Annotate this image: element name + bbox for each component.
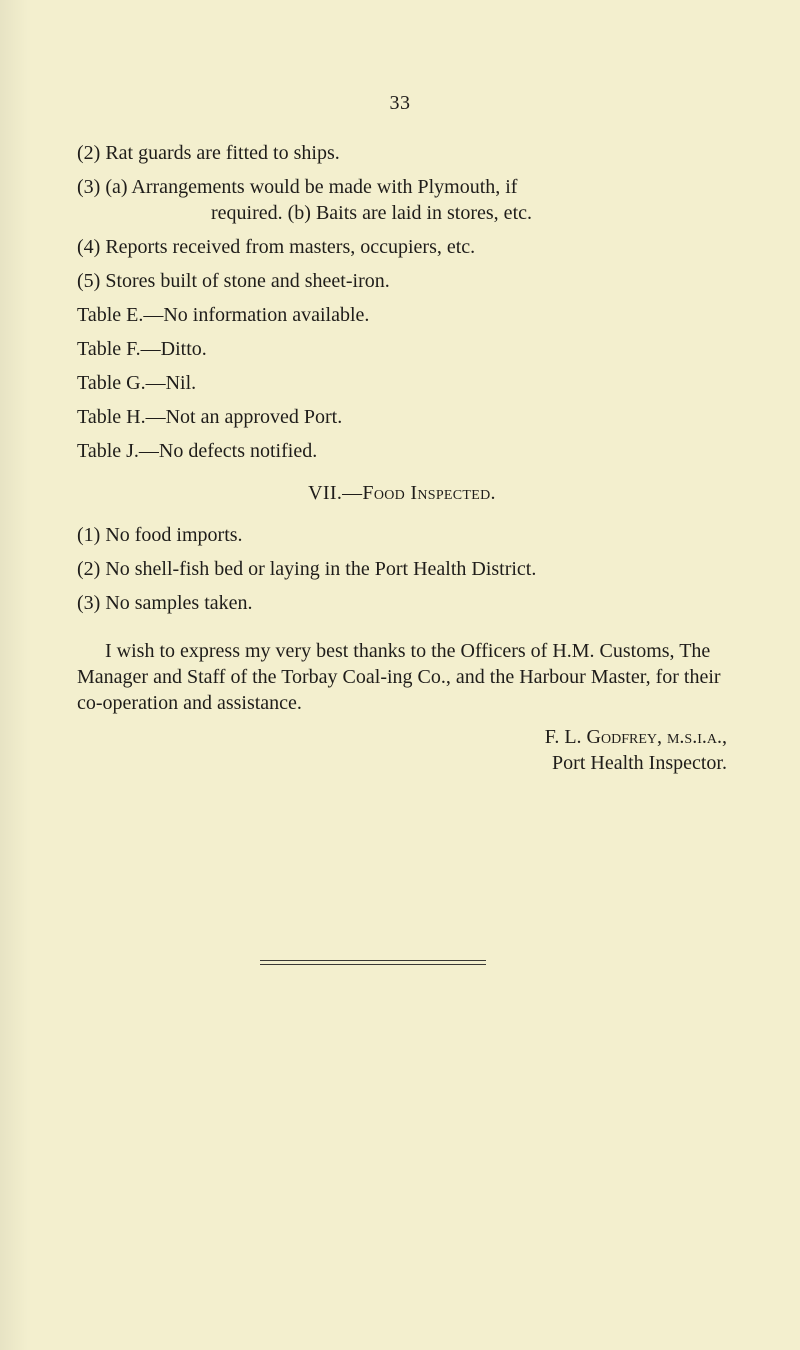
list-item [77, 140, 727, 166]
list-item [77, 268, 727, 294]
list-item [77, 234, 727, 260]
item-number: (2) [77, 142, 101, 164]
item-number: (5) [77, 270, 101, 292]
list-item [77, 590, 727, 616]
item-number: (3) [77, 592, 101, 614]
item-text: (a) Arrangements would be made with Plymouth, if [105, 176, 518, 198]
document-body [77, 140, 727, 776]
item-text: Reports received from masters, occupiers, etc. [105, 236, 476, 258]
table-note: Table F.—Ditto. [77, 338, 207, 360]
list-item [77, 174, 727, 226]
table-note: Table J.—No defects notified. [77, 440, 318, 462]
section-title: Food Inspected. [362, 482, 496, 504]
item-continuation: required. (b) Baits are laid in stores, etc. [211, 202, 532, 224]
item-text: No food imports. [105, 524, 243, 546]
item-number: (3) [77, 176, 101, 198]
page-number: 33 [389, 92, 411, 114]
double-rule-bottom [260, 964, 486, 965]
table-note: Table E.—No information available. [77, 304, 370, 326]
item-number: (2) [77, 558, 101, 580]
table-note: Table G.—Nil. [77, 372, 197, 394]
double-rule-top [260, 960, 486, 961]
section-heading [77, 480, 727, 506]
item-number: (1) [77, 524, 101, 546]
list-item [77, 556, 727, 582]
item-text: Stores built of stone and sheet-iron. [105, 270, 390, 292]
item-text: No shell-fish bed or laying in the Port Health District. [105, 558, 537, 580]
item-number: (4) [77, 236, 101, 258]
table-note: Table H.—Not an approved Port. [77, 406, 343, 428]
closing-paragraph: I wish to express my very best thanks to the Officers of H.M. Customs, The Manager and Staff of the Torbay Coal-ing Co., and the Harbour Master, for their co-operation and assistance. [77, 640, 721, 714]
list-item [77, 522, 727, 548]
signature-name: F. L. Godfrey, m.s.i.a., [544, 726, 727, 748]
signature-block [77, 724, 727, 776]
item-text: Rat guards are fitted to ships. [105, 142, 340, 164]
section-numeral: VII.— [308, 482, 363, 504]
item-text: No samples taken. [105, 592, 253, 614]
signature-title: Port Health Inspector. [552, 752, 727, 774]
